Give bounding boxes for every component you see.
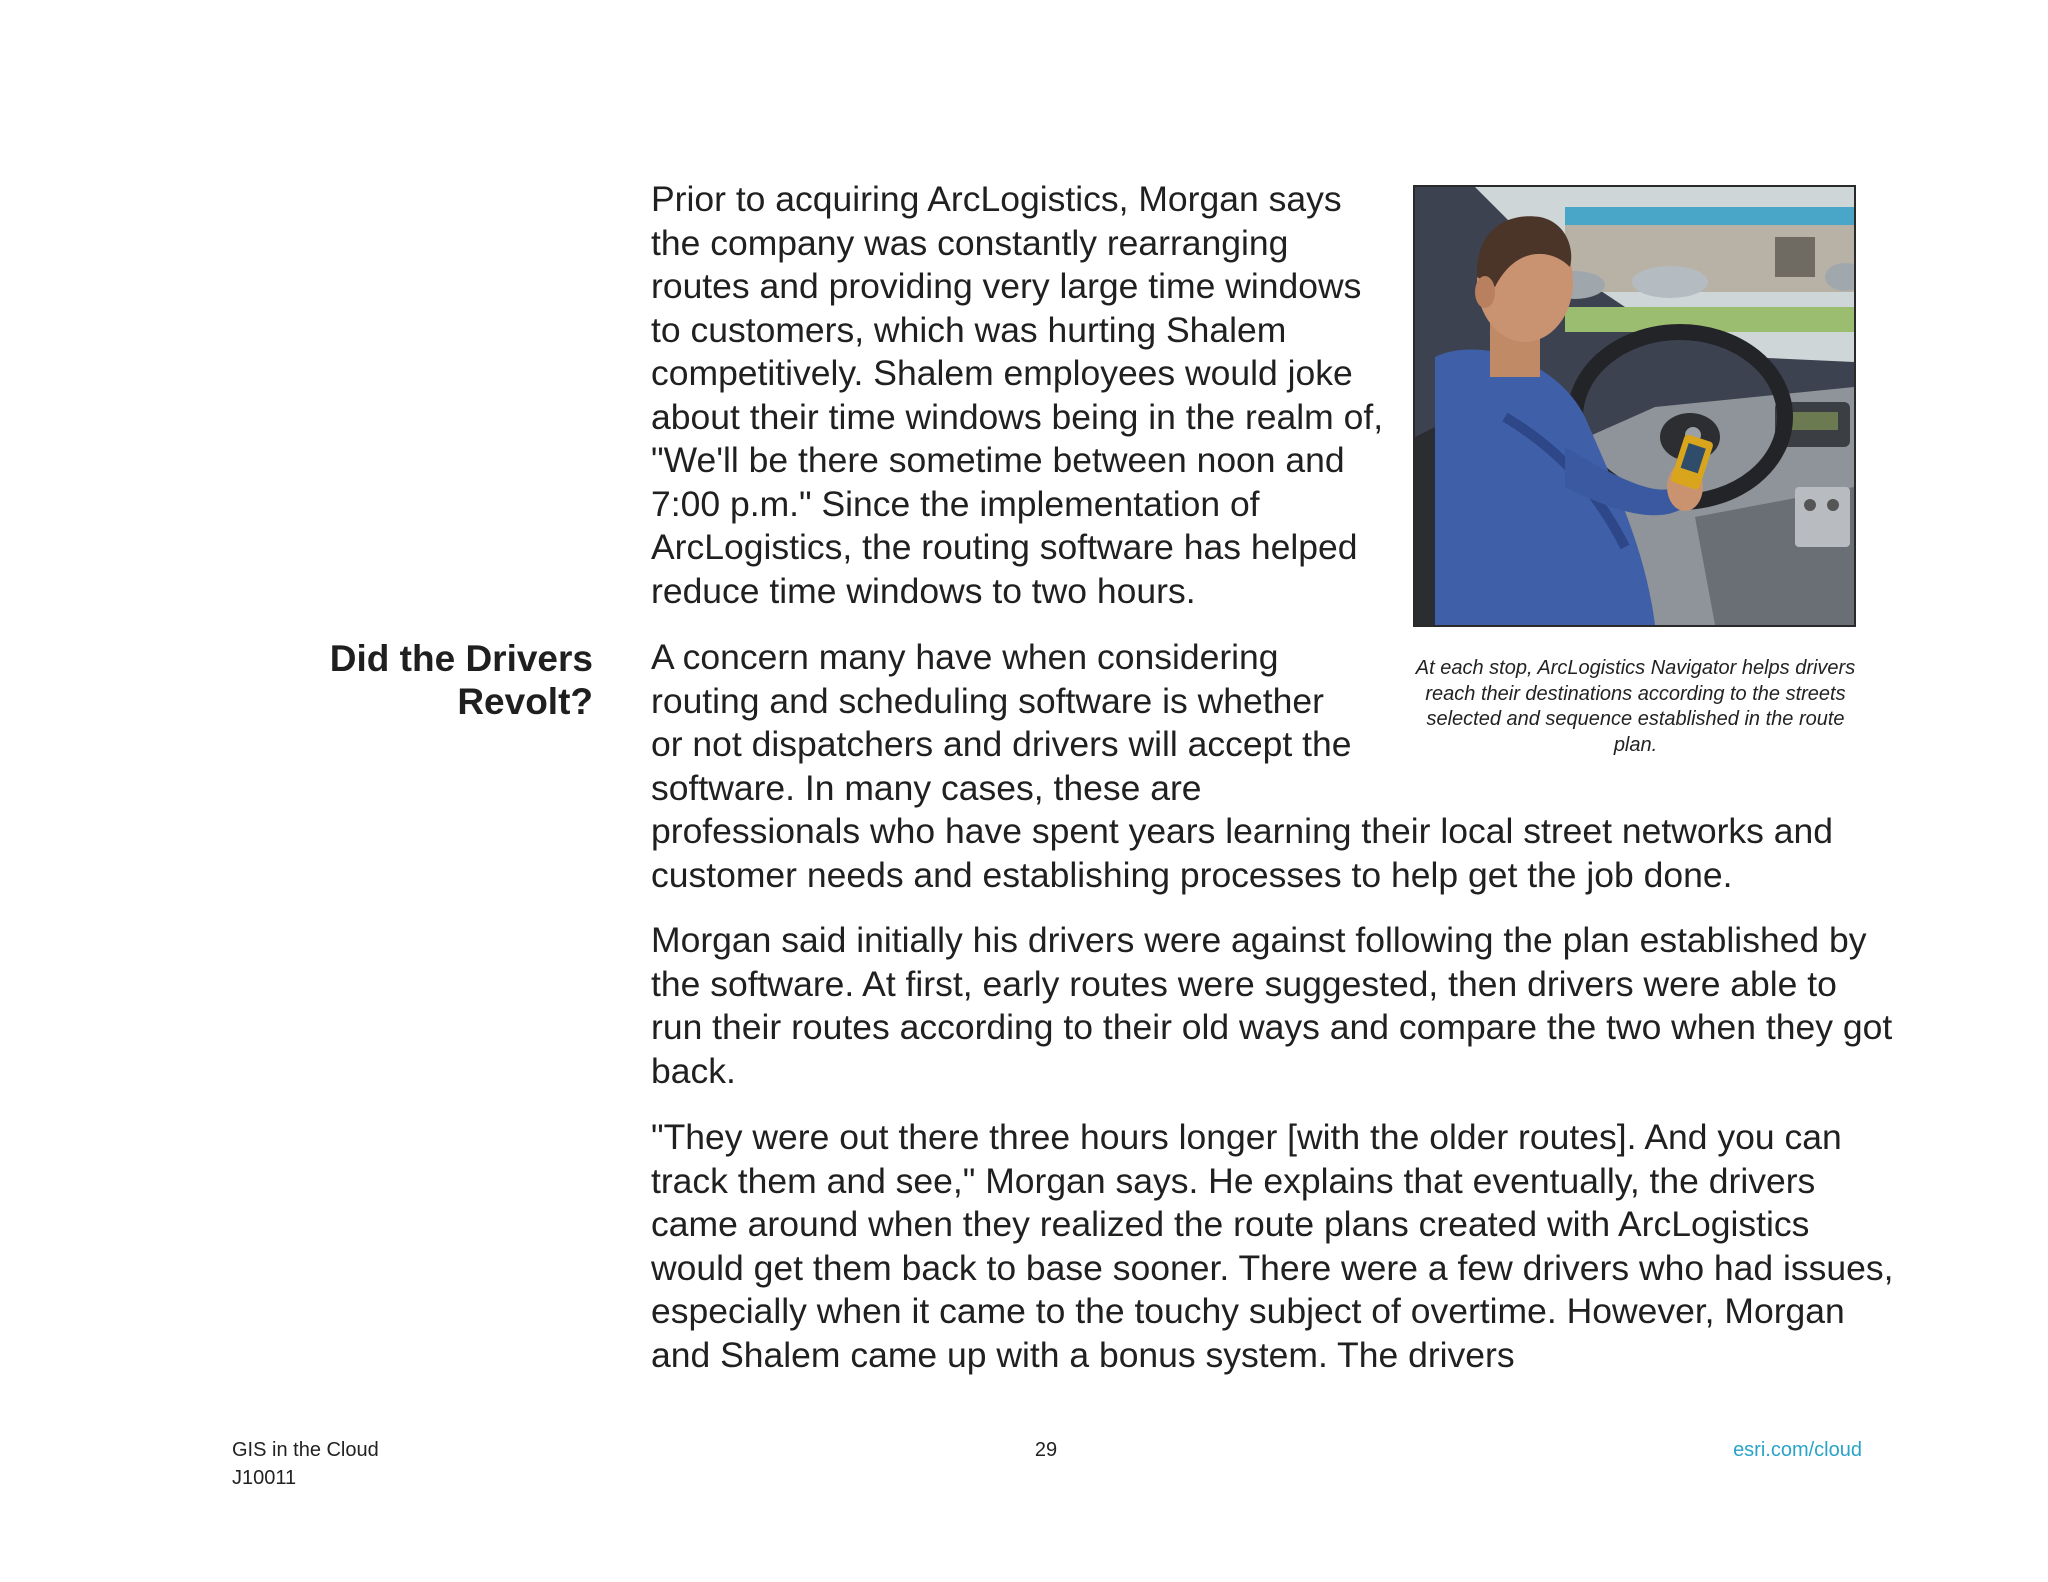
page-number: 29 [1034, 1439, 1058, 1461]
caption-wrap-spacer [1356, 636, 1896, 810]
photo-caption: At each stop, ArcLogistics Navigator helps drivers reach their destinations according to the streets selected and sequence established in the route plan. [1415, 657, 1856, 756]
paragraph-2-text: A concern many have when considering routing and scheduling software is whether or not dispatchers and drivers will accept the software. In many cases, these are professionals who have spent years learning their local street networks and customer needs and establishing processes to help get the job done. [651, 637, 1834, 895]
driver-photo [1413, 185, 1856, 627]
section-heading-line1: Did the Drivers [329, 638, 593, 679]
document-code: J10011 [232, 1467, 297, 1489]
paragraph-quote: "They were out there three hours longer [with the older routes]. And you can track them and see," Morgan says. He explains that eventually, the drivers came around when they realized the route plans created with ArcLogistics would get them back to base sooner. There were a few drivers who had issues, especially when it came to the touchy subject of overtime. However, Morgan and Shalem came up with a bonus system. The drivers [651, 1117, 1894, 1375]
footer-publication-info [232, 1436, 379, 1492]
publication-title: GIS in the Cloud [232, 1439, 379, 1461]
section-heading-line2: Revolt? [457, 681, 593, 722]
paragraph-initial-resistance: Morgan said initially his drivers were against following the plan established by the software. At first, early routes were suggested, then drivers were able to run their routes according to their old ways and compare the two when they got back. [651, 920, 1893, 1091]
driver-with-handheld-device-photo-icon [1415, 187, 1854, 625]
paragraph-drivers-acceptance [651, 636, 1896, 897]
intro-paragraph: Prior to acquiring ArcLogistics, Morgan says the company was constantly rearranging routes and providing very large time windows to customers, which was hurting Shalem competitively. Shalem employees would joke about their time windows being in the realm of, "We'll be there sometime between noon and 7:00 p.m." Since the implementation of ArcLogistics, the routing software has helped reduce time windows to two hours. [651, 179, 1384, 611]
section-heading [270, 637, 593, 723]
esri-cloud-link[interactable]: esri.com/cloud [1733, 1439, 1862, 1461]
